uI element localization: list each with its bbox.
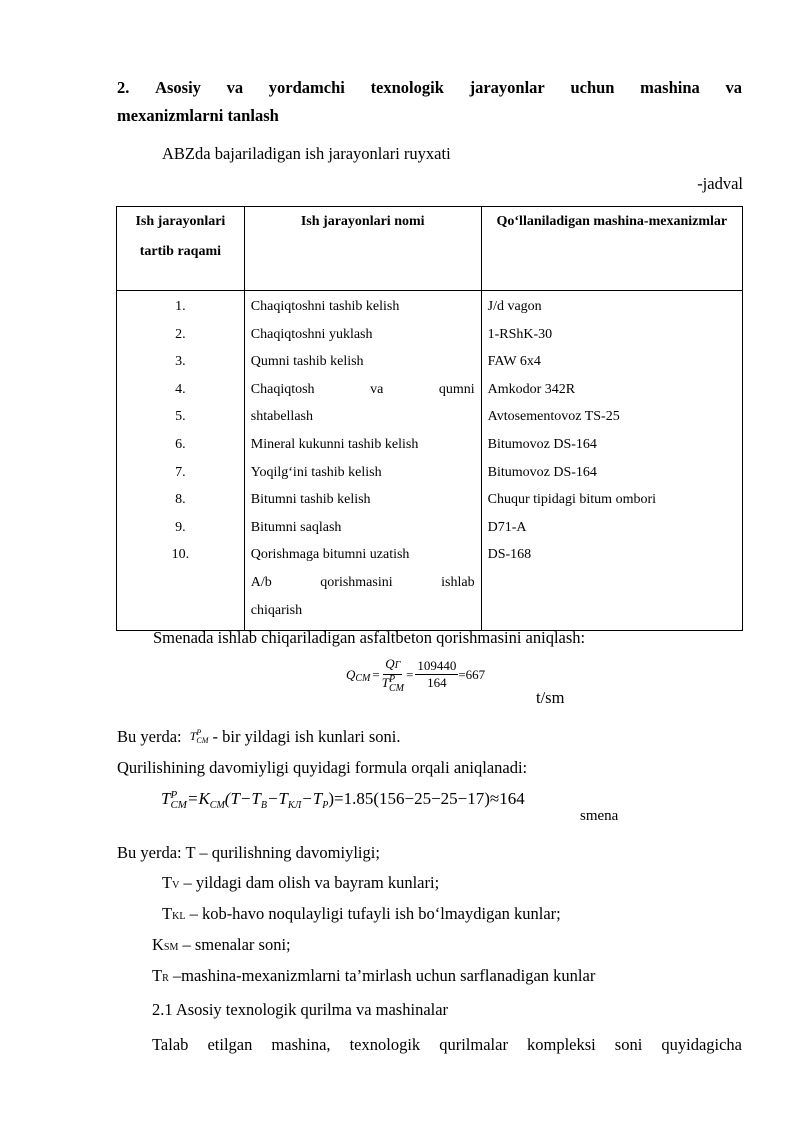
definition-tkl: TKL – kob-havo noqulayligi tufayli ish bo‘lmaydigan kunlar;	[162, 904, 561, 923]
formula1-lhs: Q	[346, 666, 356, 682]
formula-output: Q CM = QГ T P CM = $\frac{109440}{164}$ =667	[346, 656, 486, 695]
table-machine: J/d vagon	[487, 299, 542, 314]
paragraph-word: soni	[614, 1035, 643, 1054]
table-body-row	[117, 291, 743, 631]
paragraph-word: qurilmalar	[439, 1035, 508, 1054]
heading-word: va	[226, 78, 244, 97]
table-caption: ABZda bajariladigan ish jarayonlari ruyxati	[162, 144, 451, 163]
heading-word: va	[725, 78, 742, 97]
heading-word: jarayonlar	[469, 78, 545, 97]
heading-word: uchun	[570, 78, 615, 97]
section-heading	[117, 74, 742, 130]
paragraph-word: etilgan	[207, 1035, 253, 1054]
table-process-name: chiqarish	[250, 602, 303, 618]
table-machine: Bitumovoz DS-164	[487, 436, 597, 452]
table-machine: Bitumovoz DS-164	[487, 464, 597, 480]
heading-word: Asosiy	[155, 78, 201, 97]
table-number: 9.	[175, 519, 186, 535]
heading-word: texnologik	[370, 78, 444, 97]
table-machine: D71-A	[487, 519, 527, 535]
paragraph-last-line	[152, 1035, 742, 1055]
formula1-lhs-sub: CM	[355, 673, 371, 684]
table-process-name: Chaqiqtosh va qumni	[250, 381, 475, 397]
definition-tv: TV – yildagi dam olish va bayram kunlari;	[162, 873, 440, 892]
table-machine: FAW 6x4	[487, 354, 541, 370]
header-order: Ish jarayonlari tartib raqami	[135, 214, 226, 259]
table-process-name: A/b qorishmasini ishlab	[250, 574, 475, 590]
header-name: Ish jarayonlari nomi	[300, 214, 425, 229]
header-machines: Qo‘llaniladigan mashina-mexanizmlar	[496, 214, 728, 229]
formula-duration: T P CM $=K_{CM}(T-T_B-T_{КЛ}-T_P)=1.85(156-25-25-17)\approx 164$	[161, 789, 525, 812]
definition-t: Bu yerda: T – qurilishning davomiyligi;	[117, 843, 380, 862]
formula2-unit: smena	[580, 808, 619, 824]
names-column	[245, 291, 481, 630]
heading-word: yordamchi	[268, 78, 345, 97]
formula1-result: =667	[458, 666, 486, 682]
table-number: 7.	[175, 464, 186, 480]
paragraph-word: texnologik	[349, 1035, 421, 1054]
paragraph-asphalt: Smenada ishlab chiqariladigan asfaltbeton qorishmasini aniqlash:	[153, 628, 586, 647]
table-machine: 1-RShK-30	[487, 326, 553, 342]
table-label: -jadval	[697, 174, 743, 193]
definition-ksm: KSM – smenalar soni;	[152, 935, 291, 954]
table-number: 10.	[171, 547, 190, 563]
table-number: 3.	[175, 354, 186, 370]
heading-line-2: mexanizmlarni tanlash	[117, 106, 279, 125]
table-number: 8.	[175, 492, 186, 508]
table-process-name: Qorishmaga bitumni uzatish	[250, 547, 410, 563]
table-machine: Amkodor 342R	[487, 381, 576, 397]
table-process-name: Qumni tashib kelish	[250, 354, 364, 370]
process-table	[116, 206, 743, 631]
paragraph-word: kompleksi	[527, 1035, 596, 1054]
numbers-column	[117, 291, 244, 575]
paragraph-word: Talab	[152, 1035, 189, 1054]
table-process-name: Yoqilg‘ini tashib kelish	[250, 464, 382, 480]
table-header-row	[117, 207, 743, 291]
table-number: 1.	[175, 299, 186, 314]
table-number: 6.	[175, 436, 186, 452]
table-number: 5.	[175, 409, 186, 425]
heading-word: 2.	[117, 78, 130, 97]
formula1-unit: t/sm	[536, 688, 565, 707]
table-number: 2.	[175, 326, 186, 342]
subsection-heading: 2.1 Asosiy texnologik qurilma va mashinalar	[152, 1000, 449, 1019]
heading-word: mashina	[640, 78, 700, 97]
paragraph-word: quyidagicha	[661, 1035, 742, 1054]
formula1-frac2: $\frac{109440}{164}$	[417, 658, 457, 690]
table-process-name: Chaqiqtoshni tashib kelish	[250, 299, 400, 314]
table-machine: DS-168	[487, 547, 532, 563]
definition-work-days: Bu yerda: T P CM - bir yildagi ish kunlari soni.	[117, 727, 401, 746]
table-process-name: Mineral kukunni tashib kelish	[250, 436, 419, 452]
table-number: 4.	[175, 381, 186, 397]
paragraph-word: mashina,	[271, 1035, 331, 1054]
table-process-name: Bitumni tashib kelish	[250, 492, 371, 508]
heading-line-1	[117, 74, 742, 102]
table-machine: Chuqur tipidagi bitum ombori	[487, 492, 657, 508]
definition-tr: TR –mashina-mexanizmlarni ta’mirlash uchun sarflanadigan kunlar	[152, 966, 596, 985]
table-process-name: shtabellash	[250, 409, 313, 425]
table-process-name: Bitumni saqlash	[250, 519, 342, 535]
table-process-name: Chaqiqtoshni yuklash	[250, 326, 373, 342]
formula1-frac1: QГ T P CM	[381, 656, 404, 695]
machines-column	[482, 291, 742, 575]
table-machine: Avtosementovoz TS-25	[487, 409, 620, 425]
paragraph-duration: Qurilishining davomiyligi quyidagi formula orqali aniqlanadi:	[117, 758, 528, 777]
symbol-t-cm: T P CM	[189, 728, 209, 746]
